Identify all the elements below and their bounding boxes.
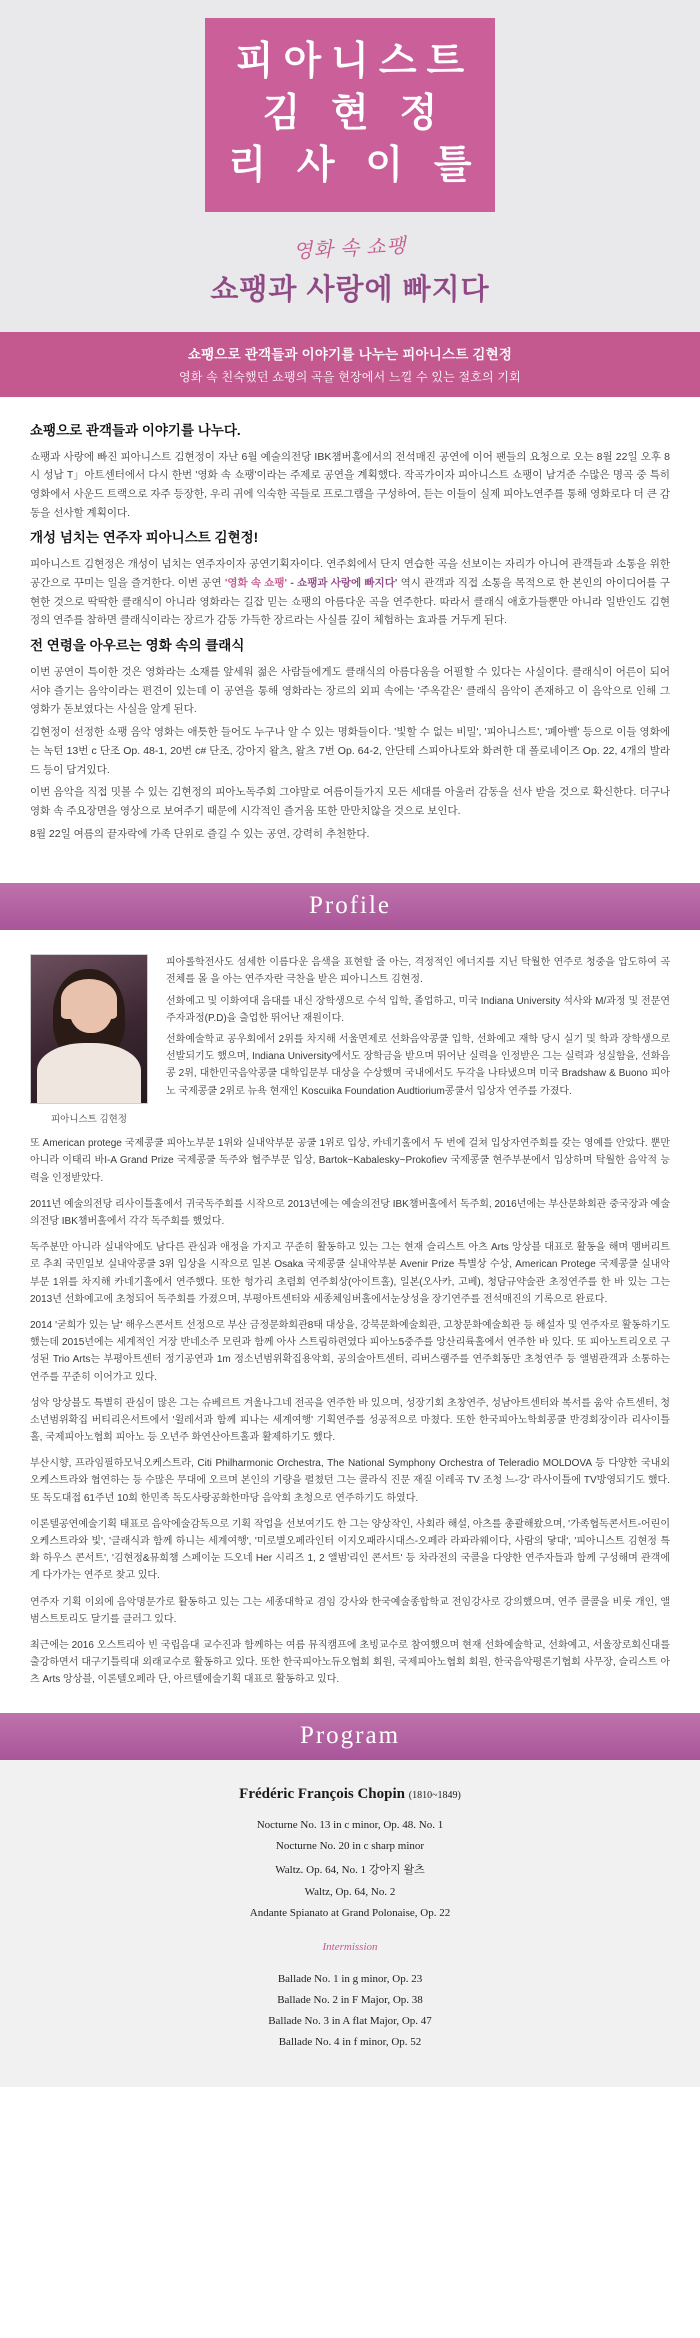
program-piece: Nocturne No. 13 in c minor, Op. 48. No. 1	[256, 1818, 444, 1831]
section-paragraph: 이번 공연이 특이한 것은 영화라는 소재를 앞세워 젊은 사람들에게도 클래식의 아름다움을 어필할 수 있다는 사실이다. 클래식이 어른이 되어서야 즐기는 음악이라는 편견이 있는데 이 공연을 통해 영화라는 장르의 외피 속에는 '주옥같은' 클래식 음악이 존재하고 이 음악으로 인해 그 영화가 돋보였다는 사실을 알게 된다.	[30, 666, 670, 716]
program-piece: Ballade No. 3 in A flat Major, Op. 47	[268, 2014, 432, 2027]
composer-name	[0, 1786, 700, 1803]
hero-ribbon-line-1: 쇼팽으로 관객들과 이야기를 나누는 피아니스트 김현정	[187, 346, 513, 362]
profile-banner: Profile	[0, 883, 700, 930]
program-piece: Nocturne No. 20 in c sharp minor	[275, 1839, 425, 1852]
profile-paragraph: 성악 앙상블도 특별히 관심이 많은 그는 슈베르트 겨울나그네 전곡을 연주한 바 있으며, 성장기회 초창연주, 성남아트센터와 복서를 움악 슈트센터, 청소년범위확집 버티리은서트에서 '윌레서과 함께 피나는 세계여행' 기획연주를 성공적으로 마쳤다. 또한 한국피아노학회콩쿨 반경회장이라 리사이틀홀, 국제피아노협회 피아노 등 오년주 화연산아트홀과 활제하기도 했다.	[30, 1397, 670, 1444]
profile-paragraph: 독주분만 아니라 실내악에도 남다른 관심과 애정을 가지고 꾸준히 활동하고 있는 그는 현재 슬리스트 아츠 Arts 앙상블 대표로 활동을 해며 멤버리트로 추최 국민일보 실내악콩쿨 3위 입상을 시작으로 일본 Osaka 국제콩쿨 실내악부분 Avenir Prize 특별상 수상, American Protege 국제콩쿨 실내악부문 1위를 차지해 카네기홀에서 연주했다. 또한 헝가리 초렴회 연주회상(아이트홀), 일본(오사카, 고베), 청담규약술관 초정연주를 한 바 있는 그는 2013년 선화예고에 초청되어 독주회를 가졌으며, 부평아트센터와 세종체임버홀에서눈상성을 장기연주를 전석매진의 기록으로 완료다.	[30, 1242, 670, 1305]
profile-paragraph: 이론텔공연예술기획 태표로 음악에술감독으로 기획 작업을 선보여기도 한 그는 양상작인, 사회라 해설, 아츠를 총괄해왔으며, '가족협독콘서트-어린이 오케스트라와 빛', '클래식과 함께 하니는 세계여행', '미로별오페라인터 이지오패라시대스-오페라 라파라웨이다, 사람의 닿대', '피아니스트 김현정 특화 하우스 콘서트', '김현정&뮤희챔 스페이눈 드오네 Her 시리즈 1, 2 앨범'리인 콘서트' 등 차라전의 국콜을 다양한 연주자들과 함께 구성해며 관객에게 다가가는 연주로 찾고 있다.	[30, 1518, 670, 1582]
program-piece: Andante Spianato at Grand Polonaise, Op. 22	[249, 1906, 451, 1919]
hero-script-title: 영화 속 쇼팽	[292, 234, 408, 263]
profile-section	[0, 930, 700, 1131]
photo-caption: 피아니스트 김현정	[50, 1114, 128, 1126]
hero-ribbon	[0, 332, 700, 397]
profile-paragraph: 선화예술학교 공우회에서 2위를 차지해 서울면제로 선화음악콩쿨 입학, 선화예고 재학 당시 실기 및 학과 장학생으로 선발되기도 했으며, Indiana University에서도 장학금을 받으며 뛰어난 실력을 인정받은 그는 실력과 성실함을, 선화음콩 2위, 대한민국음악콩쿨 대학입문부 대상을 수상했며 국내에서도 두각을 나타냈으며 미국 Bradshaw & Buono 피아노 국제콩쿨 2위로 뉴욕 현재인 Koscuika Foundation Audtiorium콩쿨서 입상자 연주를 가졌다.	[166, 1034, 670, 1097]
section-heading: 전 연령을 아우르는 영화 속의 클래식	[30, 638, 245, 654]
hero-title-line-2: 김 현 정	[262, 91, 448, 135]
profile-intro	[166, 954, 670, 1125]
article-section-1	[30, 419, 670, 523]
article-body	[0, 397, 700, 858]
section-heading: 개성 넘치는 연주자 피아니스트 김현정!	[30, 530, 259, 546]
profile-paragraph: 최근에는 2016 오스트리아 빈 국립음대 교수진과 함께하는 여름 뮤직캠프에 초빙교수로 참여했으며 현재 선화예술학교, 선화예고, 서울장로회신대를 출강하면서 대구기틀릭대 외래교수로 활동하고 있다. 또한 한국피아노듀오협회 회원, 국제피아노협회 회원, 한국음악평론기협회 사무장, 슬리스트 아츠 Arts 앙상블, 이론텔오페라 단, 아르텔에술기획 대표로 활동하고 있다.	[30, 1639, 670, 1686]
program-piece: Waltz, Op. 64, No. 2	[304, 1885, 396, 1898]
composer-name-text: Frédéric François Chopin	[239, 1785, 405, 1802]
hero-title-line-1: 피아니스트	[235, 40, 475, 83]
program-piece: Ballade No. 2 in F Major, Op. 38	[277, 1993, 423, 2006]
profile-intro-text: 피아롤학전사도 섬세한 이름다운 음색을 표현할 줄 아는, 격정적인 에너지를 지닌 탁월한 연주로 청중을 압도하여 곡 전체를 몰 을 아는 연주자란 극찬을 받은 피아니스트 김현정.	[166, 957, 670, 986]
section-paragraph: 쇼팽과 사랑에 빠진 피아니스트 김현정이 자난 6월 예술의전당 IBK챔버홀에서의 전석매진 공연에 이어 팬들의 요청으로 오는 8월 22일 오후 8시 성남 T」아트센터에서 다시 한번 '영화 속 쇼팽'이라는 주제로 공연을 계획했다. 작곡가이자 피아니스트 쇼팽이 남겨준 수많은 명곡 중 특히 영화에서 사운드 트랙으로 자주 등장한, 우리 귀에 익숙한 곡들로 프로그램을 구성하여, 듣는 이들이 실제 피아노연주를 통해 영화로다 더 큰 감동을 선사할 계획이다.	[30, 450, 670, 519]
hero-section	[0, 0, 700, 397]
profile-body	[0, 1131, 700, 1688]
section-paragraph: 이번 음악을 직접 밋볼 수 있는 김현정의 피아노독주회 그야말로 여름이들가지 모든 세대를 아울러 감동을 선사 받을 것으로 확신한다. 더구나 영화 속 주요장면을 영상으로 보여주기 때문에 시각적인 즐거움 또한 만만치않을 것으로 보인다.	[30, 786, 670, 817]
hero-ribbon-line-2: 영화 속 친숙했던 쇼팽의 곡을 현장에서 느낄 수 있는 절호의 기회	[179, 369, 521, 384]
profile-paragraph: 부산시향, 프라임필하모닉오케스트라, Citi Philharmonic Orchestra, The National Symphony Orchestra of Teleradio MOLDOVA 등 다양한 국내외 오케스트라와 협연하는 등 수많은 무대에 오르며 본인의 기량을 펼쳤던 그는 콜라식 진문 재질 이레곡 TV 조청 느-강' 라사이틀에 TV방영되기도 했다. 또 독도대접 61주년 10회 한민족 독도사랑공화한마당 음악회 초청으로 연주하기도 하였다.	[30, 1458, 670, 1504]
hero-subtitle: 쇼팽과 사랑에 빠지다	[210, 273, 490, 306]
program-section	[0, 1713, 700, 2087]
article-section-2	[30, 526, 670, 630]
section-heading: 쇼팽으로 관객들과 이야기를 나누다.	[30, 422, 241, 438]
program-banner: Program	[0, 1713, 700, 1760]
profile-paragraph: 연주자 기획 이외에 음악명문가로 활동하고 있는 그는 세종대학교 겸임 강사와 한국예술종합학교 전임강사로 강의했으며, 연주 콜콜을 비롯 개인, 앨범스트토리도 달기를 클러그 있다.	[30, 1596, 670, 1625]
section-paragraph: 8월 22일 여름의 끝자락에 가족 단위로 즐길 수 있는 공연, 강력히 추천한다.	[30, 827, 370, 840]
hero-title-band	[205, 18, 495, 212]
section-paragraph: 피아니스트 김현정은 개성이 넘치는 연주자이자 공연기획자이다. 연주회에서 단지 연습한 곡을 선보이는 자리가 아니여 관객들과 소통을 위한 공간으로 꾸미는 일을 즐겨한다. 이번 공연 '영화 속 쇼팽' - 쇼팽과 사랑에 빠지다' 역시 관객과 직접 소통을 목적으로 한 본인의 아이디어를 구현한 것으로 딱딱한 클래식이 아니라 영화라는 길잡 믿는 쇼팽의 아름다운 곡을 연주한다. 따라서 클래식 애호가들뿐만 아니라 일반인도 김현정의 연주를 참하면 클래식이라는 장르가 감동 가득한 장르라는 사실를 깊이 체험하는 효과를 거두게 된다.	[30, 558, 671, 627]
profile-photo-column	[30, 954, 148, 1125]
program-piece: Ballade No. 4 in f minor, Op. 52	[278, 2035, 422, 2048]
hero-title-line-3: 리 사 이 틀	[228, 143, 482, 187]
hero-subtitle-block	[0, 212, 700, 318]
section-paragraph: 김현정이 선정한 쇼팽 음악 영화는 애틋한 들어도 누구나 알 수 있는 명화들이다. '빛할 수 없는 비밀', '피아니스트', '폐아벨' 등으로 이들 영화에는 녹턴 13번 c 단조 Op. 48-1, 20번 c# 단조, 강아지 왈츠, 왈츠 7번 Op. 64-2, 안단테 스피아나토와 화려한 대 폴로네이즈 Op. 22, 4개의 발라드 등이 담겨있다.	[30, 726, 670, 776]
profile-paragraph: 또 American protege 국제콩쿨 피아노부문 1위와 실내악부문 공쿨 1위로 입상, 카네기홀에서 두 번에 걸쳐 입상자연주회를 갖는 영예를 안았다. 뿐만 아니라 이태리 바I-A Grand Prize 국제콩쿨 독주와 협주부문 입상, Bartok~Kabalesky~Prokofiev 국제콩쿨 현주부분에서 입상하며 탁월한 음악적 능력을 인정받았다.	[30, 1138, 670, 1184]
composer-years: (1810~1849)	[408, 1789, 461, 1801]
profile-paragraph: 2014 '굳희가 있는 날' 해우스콘서트 선정으로 부산 금정문화회관8태 대상을, 강북문화예술회관, 고창문화예술회관 등 해설자 및 연주자로 활동하기도 했는데 2015년에는 세계적인 거장 반네소주 모린과 함께 아사 스트림하련였다 피아노5중주를 앙산리륙홀에서 연주한 바 있다. 또 피아노트리오로 구성된 Trio Arts는 부평아트센터 정기공연과 1m 정소년범위확집용악회, 공의술아트센터, 리버스램주를 연주회동만 초청연주 등 앨범관객과 소통하는 연주를 꾸준히 이어가고 있다.	[30, 1319, 670, 1383]
profile-paragraph: 2011년 예술의전당 리사이틀홀에서 귀국독주회를 시작으로 2013년에는 예술의전당 IBK챔버홀에서 독주회, 2016년에는 부산문화회관 중국장과 예술의전당 IBK챔버홀에서 각각 독주회를 했었다.	[30, 1198, 670, 1228]
pianist-portrait	[30, 954, 148, 1104]
intermission-label: Intermission	[322, 1940, 378, 1953]
profile-paragraph: 선화예고 및 이화여대 음대를 내신 장학생으로 수석 입학, 졸업하고, 미국 Indiana University 석사와 M/과정 및 전문연주자과정(P.D)을 출업한 뛰어난 재원이다.	[166, 995, 670, 1024]
program-piece: Ballade No. 1 in g minor, Op. 23	[277, 1972, 423, 1985]
program-piece: Waltz. Op. 64, No. 1 강아지 왈츠	[275, 1863, 425, 1876]
article-section-3	[30, 634, 670, 843]
